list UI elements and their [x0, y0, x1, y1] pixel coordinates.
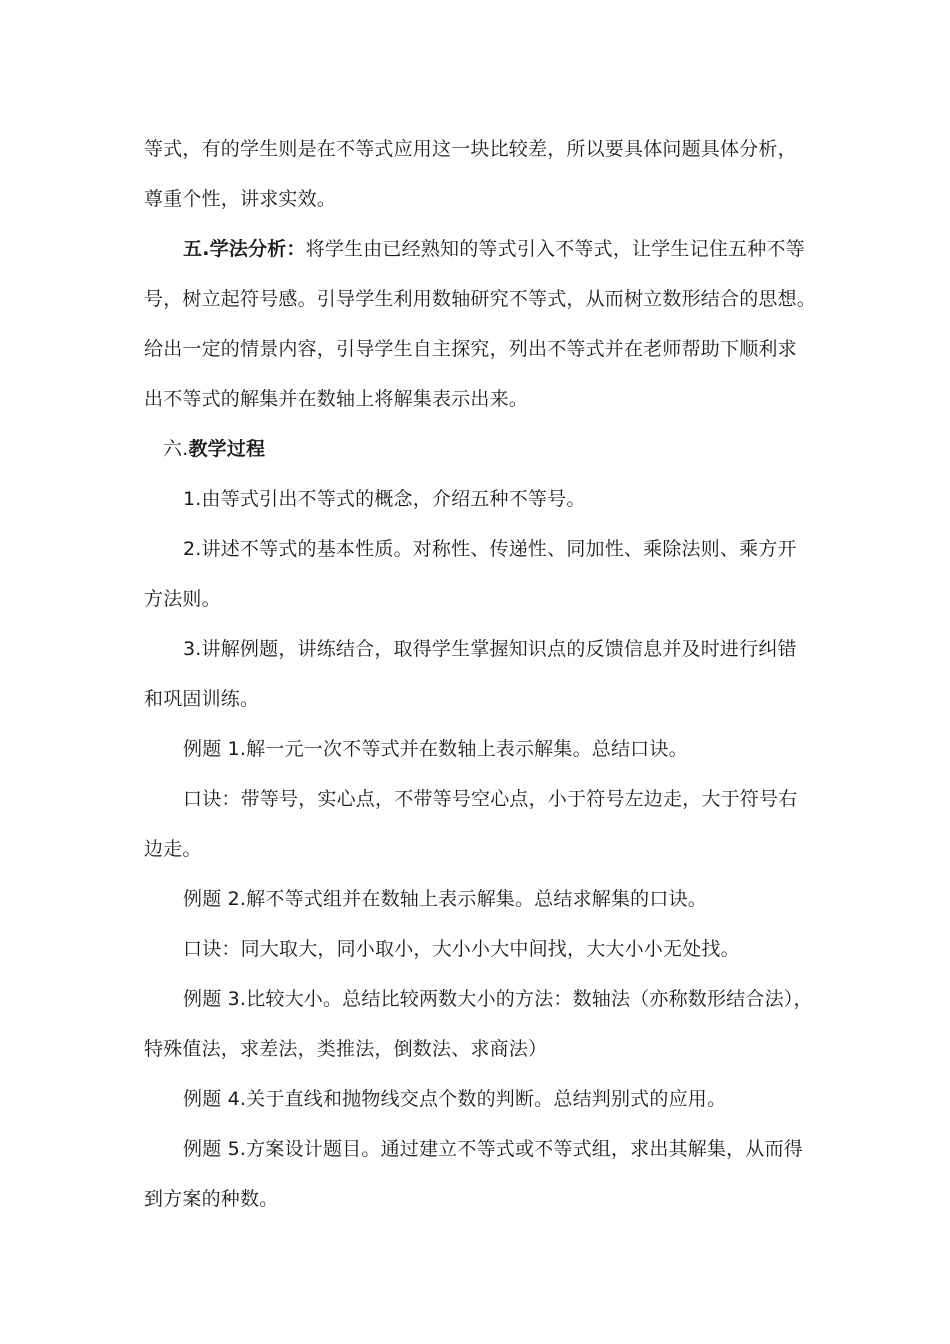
section5-heading: 五.学法分析： — [183, 238, 306, 260]
text-line: 号，树立起符号感。引导学生利用数轴研究不等式，从而树立数形结合的思想。 — [144, 288, 817, 310]
list-item: 3.讲解例题，讲练结合，取得学生掌握知识点的反馈信息并及时进行纠错 — [183, 638, 797, 660]
text-line: 方法则。 — [144, 588, 221, 610]
example-3: 例题 3.比较大小。总结比较两数大小的方法：数轴法（亦称数形结合法）， — [183, 988, 813, 1010]
rhyme-2: 口诀：同大取大，同小取小，大小小大中间找，大大小小无处找。 — [183, 938, 740, 960]
example-5: 例题 5.方案设计题目。通过建立不等式或不等式组，求出其解集，从而得 — [183, 1138, 803, 1160]
example-2: 例题 2.解不等式组并在数轴上表示解集。总结求解集的口诀。 — [183, 888, 707, 910]
section6-heading-text: 教学过程 — [188, 438, 266, 460]
text-line: 给出一定的情景内容，引导学生自主探究，列出不等式并在老师帮助下顺利求 — [144, 338, 797, 360]
text-line: 尊重个性，讲求实效。 — [144, 188, 337, 210]
example-1: 例题 1.解一元一次不等式并在数轴上表示解集。总结口诀。 — [183, 738, 688, 760]
text-line: 边走。 — [144, 838, 202, 860]
text-line: 到方案的种数。 — [144, 1188, 279, 1210]
list-item: 1.由等式引出不等式的概念，介绍五种不等号。 — [183, 488, 586, 510]
example-4: 例题 4.关于直线和抛物线交点个数的判断。总结判别式的应用。 — [183, 1088, 727, 1110]
text-line: 和巩固训练。 — [144, 688, 260, 710]
text-line: 将学生由已经熟知的等式引入不等式，让学生记住五种不等 — [305, 238, 805, 260]
section6-heading — [163, 437, 265, 461]
text-line: 等式，有的学生则是在不等式应用这一块比较差，所以要具体问题具体分析， — [144, 138, 797, 160]
text-line: 出不等式的解集并在数轴上将解集表示出来。 — [144, 388, 529, 410]
section6-heading-number: 六. — [163, 438, 189, 460]
list-item: 2.讲述不等式的基本性质。对称性、传递性、同加性、乘除法则、乘方开 — [183, 538, 797, 560]
rhyme-1: 口诀：带等号，实心点，不带等号空心点，小于符号左边走，大于符号右 — [183, 788, 798, 810]
text-line: 特殊值法，求差法，类推法，倒数法、求商法） — [144, 1038, 548, 1060]
section5-paragraph — [183, 237, 805, 261]
